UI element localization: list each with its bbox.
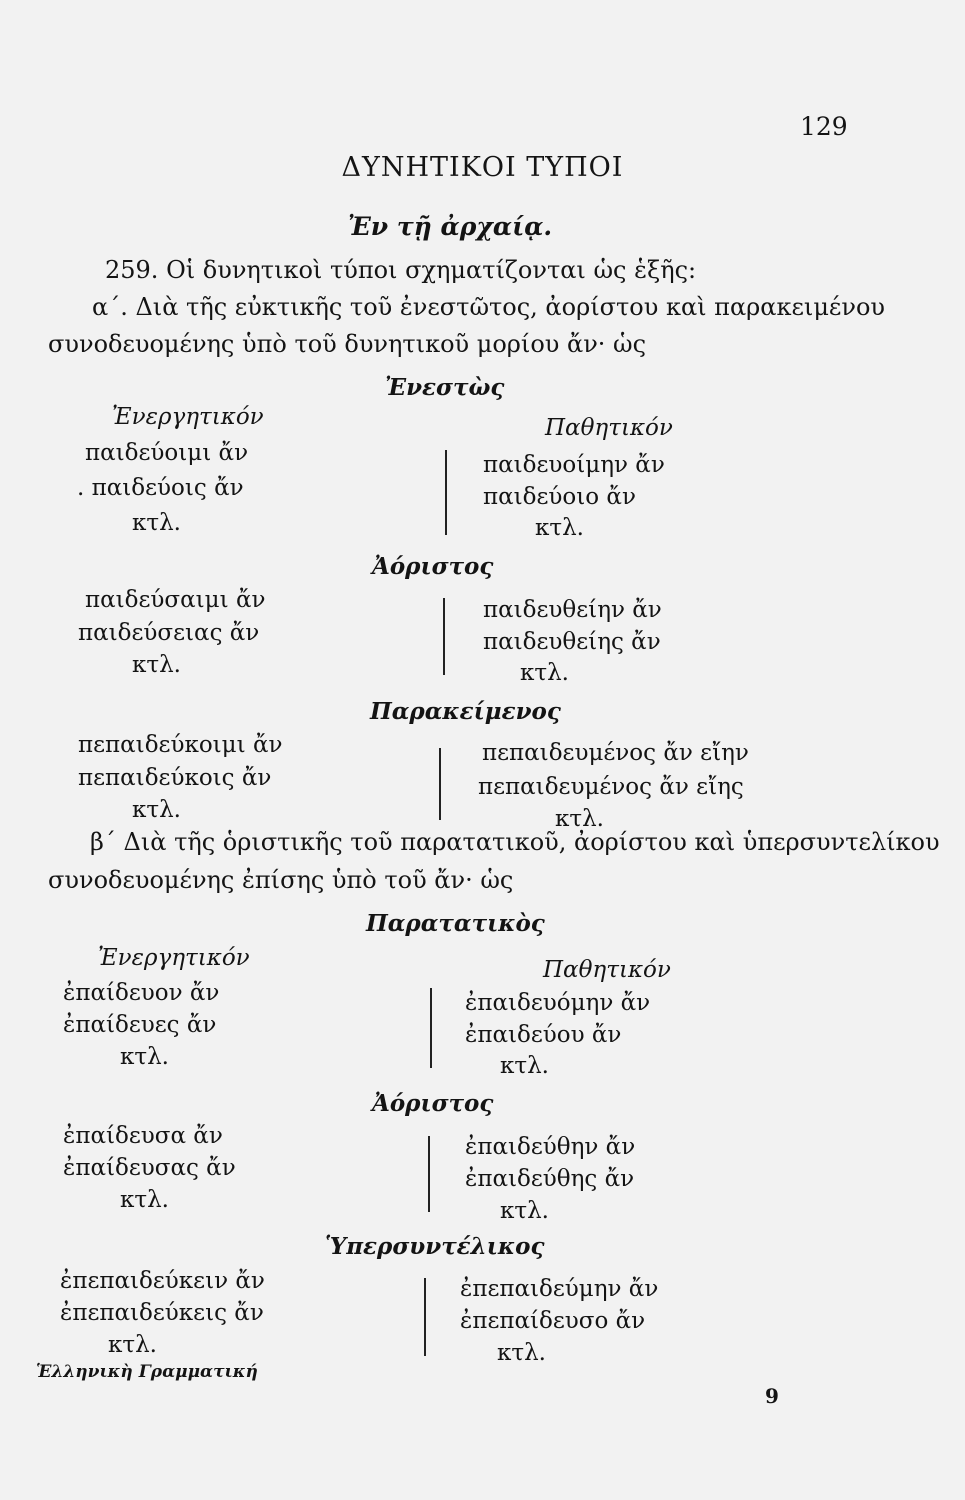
imperfect-passive-2: ἐπαιδεύου ἄν — [465, 1022, 622, 1048]
paragraph-259-line-2: α΄. Διὰ τῆς εὐκτικῆς τοῦ ἐνεστῶτος, ἀορίστου καὶ παρακειμένου — [92, 293, 885, 321]
aorist-passive-3: κτλ. — [520, 660, 569, 686]
label-active-a: Ἐνεργητικόν — [112, 404, 264, 430]
perfect-active-1: πεπαιδεύκοιμι ἄν — [78, 732, 283, 758]
imperfect-active-3: κτλ. — [120, 1044, 169, 1070]
page-number: 129 — [800, 112, 848, 141]
pluperfect-passive-3: κτλ. — [497, 1340, 546, 1366]
heading-imperfect: Παρατατικὸς — [366, 910, 545, 937]
pluperfect-passive-1: ἐπεπαιδεύμην ἄν — [460, 1276, 659, 1302]
imperfect-passive-1: ἐπαιδευόμην ἄν — [465, 990, 651, 1016]
perfect-passive-2: πεπαιδευμένος ἄν εἴης — [478, 774, 744, 800]
divider-line — [443, 598, 445, 675]
aorist-b-passive-1: ἐπαιδεύθην ἄν — [465, 1134, 636, 1160]
aorist-b-active-1: ἐπαίδευσα ἄν — [63, 1123, 223, 1149]
aorist-active-2: παιδεύσειας ἄν — [78, 620, 260, 646]
divider-line — [424, 1278, 426, 1356]
aorist-active-3: κτλ. — [132, 652, 181, 678]
aorist-active-1: παιδεύσαιμι ἄν — [85, 587, 266, 613]
present-active-2: . παιδεύοις ἄν — [77, 475, 244, 501]
heading-aorist-b: Ἀόριστος — [372, 1090, 494, 1117]
section-subtitle: Ἐν τῇ ἀρχαίᾳ. — [347, 212, 553, 241]
perfect-active-3: κτλ. — [132, 797, 181, 823]
present-passive-2: παιδεύοιο ἄν — [483, 484, 636, 510]
aorist-b-active-3: κτλ. — [120, 1187, 169, 1213]
imperfect-passive-3: κτλ. — [500, 1053, 549, 1079]
aorist-passive-2: παιδευθείης ἄν — [483, 629, 661, 655]
perfect-passive-3: κτλ. — [555, 806, 604, 832]
footer-book-title: Ἑλληνικὴ Γραμματική — [36, 1362, 258, 1382]
aorist-b-active-2: ἐπαίδευσας ἄν — [63, 1155, 236, 1181]
present-passive-1: παιδευοίμην ἄν — [483, 452, 665, 478]
pluperfect-active-3: κτλ. — [108, 1332, 157, 1358]
paragraph-b-line-1: β΄ Διὰ τῆς ὁριστικῆς τοῦ παρατατικοῦ, ἀορίστου καὶ ὑπερσυντελίκου — [90, 828, 940, 856]
aorist-b-passive-3: κτλ. — [500, 1198, 549, 1224]
present-passive-3: κτλ. — [535, 515, 584, 541]
heading-perfect: Παρακείμενος — [370, 698, 561, 725]
perfect-active-2: πεπαιδεύκοις ἄν — [78, 765, 272, 791]
divider-line — [428, 1136, 430, 1212]
heading-aorist-a: Ἀόριστος — [372, 553, 494, 580]
paragraph-259-line-1: 259. Οἱ δυνητικοὶ τύποι σχηματίζονται ὡς ἑξῆς: — [105, 256, 697, 284]
heading-present: Ἐνεστὼς — [385, 374, 505, 401]
divider-line — [430, 988, 432, 1068]
perfect-passive-1: πεπαιδευμένος ἄν εἴην — [482, 740, 749, 766]
pluperfect-passive-2: ἐπεπαίδευσο ἄν — [460, 1308, 646, 1334]
signature-mark: 9 — [765, 1384, 779, 1408]
aorist-b-passive-2: ἐπαιδεύθης ἄν — [465, 1166, 635, 1192]
pluperfect-active-2: ἐπεπαιδεύκεις ἄν — [60, 1300, 264, 1326]
paragraph-259-line-3: συνοδευομένης ὑπὸ τοῦ δυνητικοῦ μορίου ἄν· ὡς — [48, 330, 647, 358]
divider-line — [445, 450, 447, 535]
page-title: ΔΥΝΗΤΙΚΟΙ ΤΥΠΟΙ — [341, 152, 624, 183]
label-active-b: Ἐνεργητικόν — [98, 945, 250, 971]
paragraph-b-line-2: συνοδευομένης ἐπίσης ὑπὸ τοῦ ἄν· ὡς — [48, 866, 514, 894]
label-passive-b: Παθητικόν — [543, 957, 671, 983]
pluperfect-active-1: ἐπεπαιδεύκειν ἄν — [60, 1268, 265, 1294]
present-active-1: παιδεύοιμι ἄν — [85, 440, 249, 466]
divider-line — [439, 748, 441, 820]
heading-pluperfect: Ὑπερσυντέλικος — [325, 1233, 545, 1260]
imperfect-active-2: ἐπαίδευες ἄν — [63, 1012, 217, 1038]
aorist-passive-1: παιδευθείην ἄν — [483, 597, 662, 623]
present-active-3: κτλ. — [132, 510, 181, 536]
imperfect-active-1: ἐπαίδευον ἄν — [63, 980, 220, 1006]
label-passive-a: Παθητικόν — [545, 415, 673, 441]
